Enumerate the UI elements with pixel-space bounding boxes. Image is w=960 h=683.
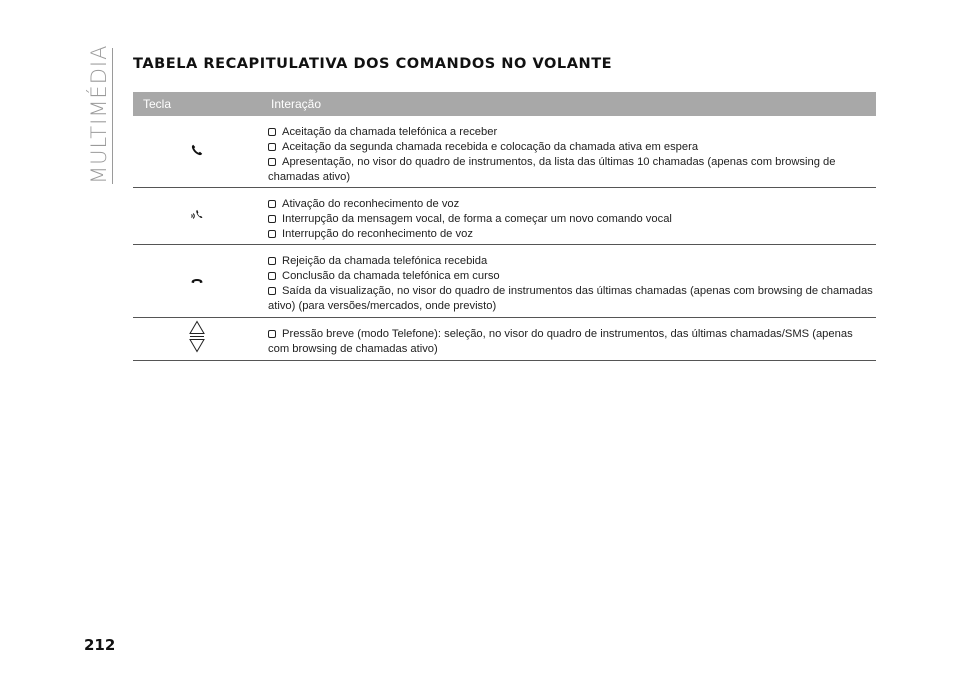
bullet-icon [268, 143, 276, 151]
list-item: Saída da visualização, no visor do quadro de instrumentos das últimas chamadas (apenas com browsing de chamadas ativo) (para versões/mercados, onde previsto) [268, 285, 873, 312]
column-header-key: Tecla [143, 97, 172, 111]
voice-command-icon [190, 207, 204, 226]
bullet-icon [268, 257, 276, 265]
list-item: Interrupção da mensagem vocal, de forma a começar um novo comando vocal [268, 212, 876, 227]
section-tab-label: MULTIMÉDIA [87, 44, 111, 184]
list-item: Pressão breve (modo Telefone): seleção, no visor do quadro de instrumentos, das últimas chamadas/SMS (apenas com browsing de chamadas ativo) [268, 328, 853, 355]
list-item: Apresentação, no visor do quadro de instrumentos, da lista das últimas 10 chamadas (apenas com browsing de chamadas ativo) [268, 156, 836, 183]
list-item: Aceitação da segunda chamada recebida e colocação da chamada ativa em espera [268, 140, 876, 155]
list-item: Interrupção do reconhecimento de voz [268, 227, 876, 242]
list-item: Rejeição da chamada telefónica recebida [268, 254, 876, 269]
table-row [133, 245, 876, 318]
list-item: Conclusão da chamada telefónica em curso [268, 269, 876, 284]
key-cell [133, 188, 261, 244]
bullet-icon [268, 287, 276, 295]
list-item: Ativação do reconhecimento de voz [268, 197, 876, 212]
phone-answer-icon [191, 143, 203, 161]
column-header-interaction: Interação [271, 97, 322, 111]
interaction-cell [268, 116, 876, 193]
bullet-icon [268, 200, 276, 208]
page-title: TABELA RECAPITULATIVA DOS COMANDOS NO VOLANTE [133, 56, 613, 72]
up-down-arrows-icon [189, 321, 205, 358]
interaction-cell [268, 188, 876, 250]
bullet-icon [268, 128, 276, 136]
section-divider [112, 48, 113, 184]
key-cell [133, 245, 261, 317]
phone-hangup-icon [191, 272, 203, 290]
key-cell [133, 318, 261, 360]
table-row [133, 318, 876, 361]
bullet-icon [268, 330, 276, 338]
section-tab [84, 44, 114, 184]
key-cell [133, 116, 261, 187]
bullet-icon [268, 158, 276, 166]
bullet-icon [268, 272, 276, 280]
interaction-cell [268, 245, 876, 322]
table-row [133, 116, 876, 188]
commands-table [133, 92, 876, 361]
list-item: Aceitação da chamada telefónica a receber [268, 125, 876, 140]
page-number: 212 [84, 636, 116, 654]
bullet-icon [268, 215, 276, 223]
interaction-cell [268, 318, 876, 365]
bullet-icon [268, 230, 276, 238]
table-header [133, 92, 876, 116]
table-row [133, 188, 876, 245]
